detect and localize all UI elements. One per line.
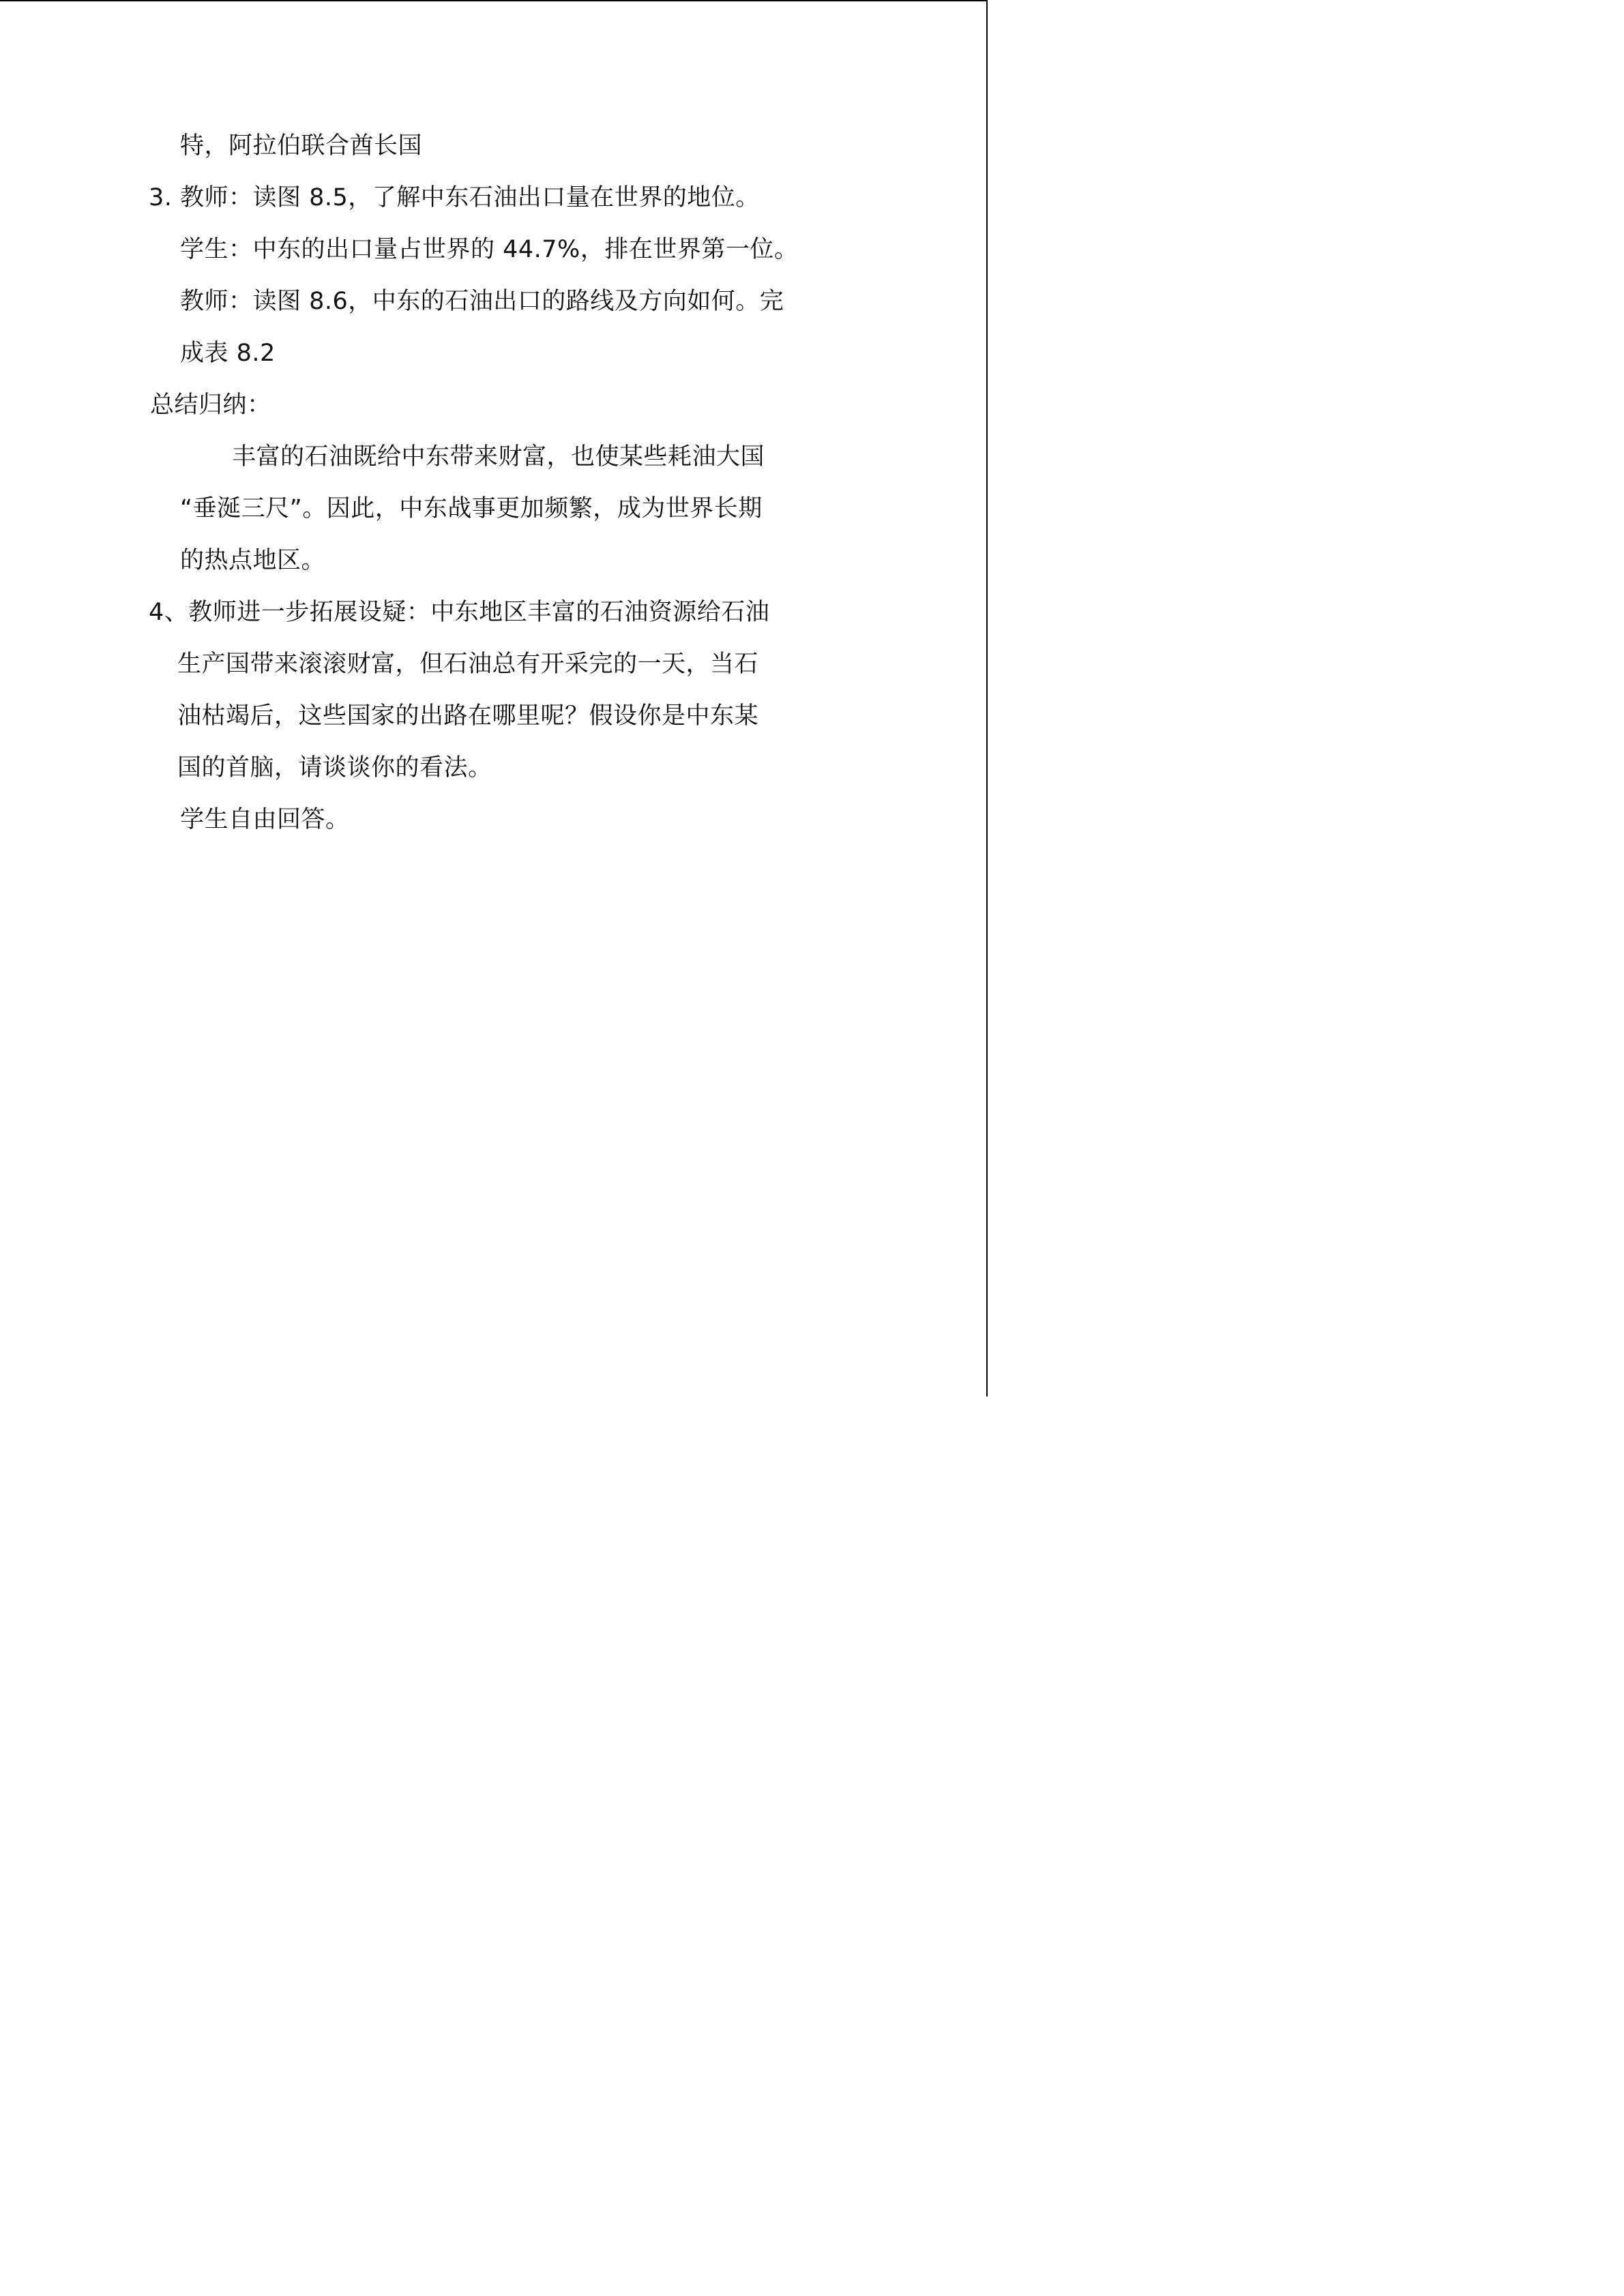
text-line-table-ref: 成表 8.2	[180, 340, 276, 367]
text-line-student-answer: 学生：中东的出口量占世界的 44.7%，排在世界第一位。	[180, 236, 799, 263]
text-line-item-4-cont-2: 油枯竭后，这些国家的出路在哪里呢？假设你是中东某	[177, 702, 759, 730]
text-line-summary-1: 丰富的石油既给中东带来财富，也使某些耗油大国	[232, 443, 765, 471]
text-line-summary-3: 的热点地区。	[180, 547, 326, 574]
page-right-border	[986, 0, 988, 1397]
text-line-teacher-question: 教师：读图 8.6，中东的石油出口的路线及方向如何。完	[180, 288, 784, 315]
text-line-continuation: 特，阿拉伯联合酋长国	[180, 132, 423, 160]
page-top-border	[0, 0, 988, 1]
text-line-item-3: 3. 教师：读图 8.5，了解中东石油出口量在世界的地位。	[149, 184, 760, 211]
text-line-student-free-answer: 学生自由回答。	[180, 806, 350, 833]
text-line-summary-2: “垂涎三尺”。因此，中东战事更加频繁，成为世界长期	[180, 495, 763, 522]
text-line-item-4-cont-1: 生产国带来滚滚财富，但石油总有开采完的一天，当石	[177, 651, 759, 678]
section-heading-summary: 总结归纳：	[150, 391, 271, 419]
text-line-item-4-cont-3: 国的首脑，请谈谈你的看法。	[177, 754, 492, 781]
text-line-item-4: 4、教师进一步拓展设疑：中东地区丰富的石油资源给石油	[149, 599, 770, 626]
